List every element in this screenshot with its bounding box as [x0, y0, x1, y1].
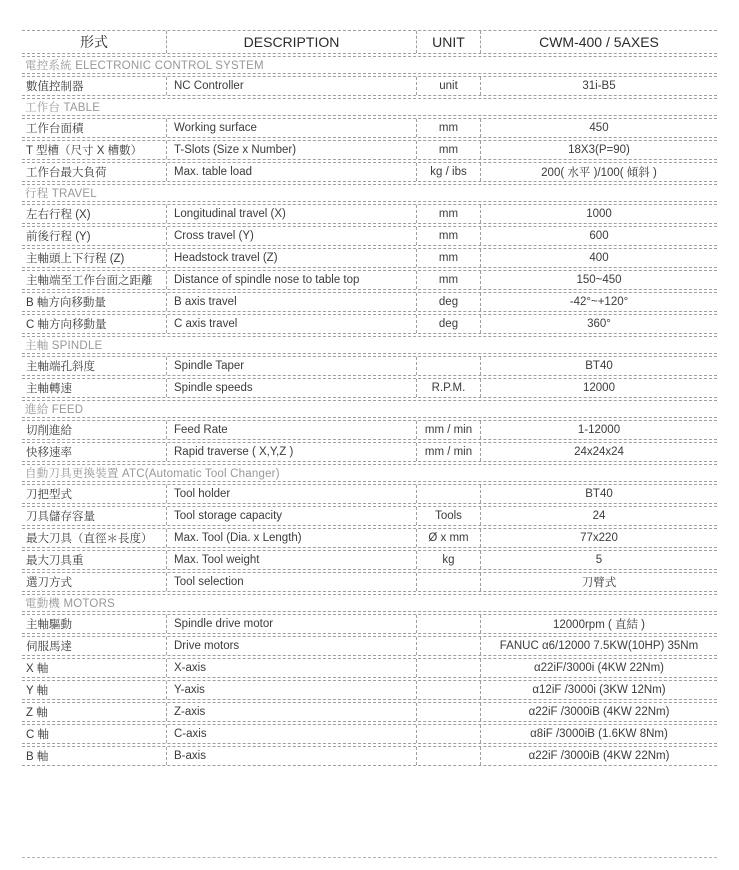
row-description-cell: Y-axis: [166, 681, 416, 699]
row-description-cell: Cross travel (Y): [166, 227, 416, 245]
row-unit-cell: [416, 747, 480, 765]
row-unit-cell: [416, 703, 480, 721]
row-label-cell: 主軸驅動: [26, 619, 72, 631]
table-row: [22, 506, 717, 526]
table-header-row: [22, 30, 717, 54]
row-value-cell: FANUC α6/12000 7.5KW(10HP) 35Nm: [480, 637, 717, 655]
row-unit-cell: mm: [416, 227, 480, 245]
row-description-cell: Tool holder: [166, 485, 416, 503]
row-description-cell: Spindle Taper: [166, 357, 416, 375]
row-value-cell: 31i-B5: [480, 77, 717, 95]
row-value-cell: 1000: [480, 205, 717, 223]
row-label-cell: 主軸端至工作台面之距離: [26, 275, 153, 287]
table-row: [22, 680, 717, 700]
section-header-row: 進給 FEED: [22, 400, 717, 418]
row-description-cell: B axis travel: [166, 293, 416, 311]
table-row: [22, 292, 717, 312]
table-row: [22, 702, 717, 722]
row-label-cell: 主軸頭上下行程 (Z): [26, 253, 125, 265]
section-header-row: 電控系統 ELECTRONIC CONTROL SYSTEM: [22, 56, 717, 74]
table-row: [22, 746, 717, 766]
row-unit-cell: mm: [416, 271, 480, 289]
table-row: [22, 614, 717, 634]
row-unit-cell: mm / min: [416, 421, 480, 439]
header-unit-column: UNIT: [416, 31, 480, 53]
row-label-cell: Z 軸: [26, 707, 48, 719]
row-label-cell: 工作台面積: [26, 123, 84, 135]
row-unit-cell: [416, 725, 480, 743]
section-header-row: 電動機 MOTORS: [22, 594, 717, 612]
row-unit-cell: [416, 615, 480, 633]
row-value-cell: 18X3(P=90): [480, 141, 717, 159]
row-unit-cell: mm / min: [416, 443, 480, 461]
table-row: [22, 572, 717, 592]
row-description-cell: Spindle speeds: [166, 379, 416, 397]
row-value-cell: 400: [480, 249, 717, 267]
row-description-cell: Max. table load: [166, 163, 416, 181]
row-unit-cell: R.P.M.: [416, 379, 480, 397]
row-label-cell: 刀具儲存容量: [26, 511, 95, 523]
row-label-cell: 快移速率: [26, 447, 72, 459]
row-unit-cell: [416, 485, 480, 503]
table-row: [22, 420, 717, 440]
row-description-cell: NC Controller: [166, 77, 416, 95]
row-label-cell: 左右行程 (X): [26, 209, 91, 221]
table-row: [22, 118, 717, 138]
row-value-cell: α22iF /3000iB (4KW 22Nm): [480, 703, 717, 721]
table-row: [22, 356, 717, 376]
row-value-cell: α8iF /3000iB (1.6KW 8Nm): [480, 725, 717, 743]
row-description-cell: T-Slots (Size x Number): [166, 141, 416, 159]
row-value-cell: 450: [480, 119, 717, 137]
row-label-cell: T 型槽（尺寸 X 槽數）: [26, 145, 143, 157]
row-description-cell: Drive motors: [166, 637, 416, 655]
section-header-row: 行程 TRAVEL: [22, 184, 717, 202]
row-unit-cell: Tools: [416, 507, 480, 525]
row-label-cell: 切削進給: [26, 425, 72, 437]
row-unit-cell: [416, 573, 480, 591]
row-label-cell: X 軸: [26, 663, 49, 675]
table-row: [22, 76, 717, 96]
row-label-cell: C 軸方向移動量: [26, 319, 107, 331]
row-unit-cell: mm: [416, 249, 480, 267]
row-unit-cell: mm: [416, 119, 480, 137]
row-unit-cell: unit: [416, 77, 480, 95]
row-label-cell: B 軸: [26, 751, 49, 763]
row-description-cell: Feed Rate: [166, 421, 416, 439]
header-description-column: DESCRIPTION: [166, 31, 416, 53]
row-label-cell: 主軸轉速: [26, 383, 72, 395]
row-unit-cell: mm: [416, 205, 480, 223]
row-unit-cell: kg / ibs: [416, 163, 480, 181]
row-value-cell: 200( 水平 )/100( 傾斜 ): [480, 163, 717, 181]
row-value-cell: 12000rpm ( 直結 ): [480, 615, 717, 633]
table-row: [22, 484, 717, 504]
row-description-cell: Max. Tool (Dia. x Length): [166, 529, 416, 547]
table-row: [22, 204, 717, 224]
row-value-cell: 600: [480, 227, 717, 245]
table-row: [22, 658, 717, 678]
table-body: [22, 56, 717, 768]
row-label-cell: 前後行程 (Y): [26, 231, 91, 243]
row-value-cell: 5: [480, 551, 717, 569]
table-row: [22, 636, 717, 656]
row-description-cell: Headstock travel (Z): [166, 249, 416, 267]
row-value-cell: -42°~+120°: [480, 293, 717, 311]
spec-table: [22, 30, 717, 768]
row-description-cell: Working surface: [166, 119, 416, 137]
row-description-cell: Tool storage capacity: [166, 507, 416, 525]
row-unit-cell: kg: [416, 551, 480, 569]
row-description-cell: X-axis: [166, 659, 416, 677]
row-label-cell: 工作台最大負荷: [26, 167, 107, 179]
table-row: [22, 528, 717, 548]
table-row: [22, 550, 717, 570]
row-description-cell: Max. Tool weight: [166, 551, 416, 569]
row-unit-cell: [416, 681, 480, 699]
row-description-cell: Tool selection: [166, 573, 416, 591]
row-value-cell: 360°: [480, 315, 717, 333]
row-description-cell: C axis travel: [166, 315, 416, 333]
table-row: [22, 378, 717, 398]
table-row: [22, 724, 717, 744]
row-description-cell: B-axis: [166, 747, 416, 765]
table-row: [22, 270, 717, 290]
row-value-cell: BT40: [480, 357, 717, 375]
row-label-cell: 刀把型式: [26, 489, 72, 501]
row-unit-cell: mm: [416, 141, 480, 159]
row-value-cell: BT40: [480, 485, 717, 503]
row-label-cell: B 軸方向移動量: [26, 297, 106, 309]
row-unit-cell: [416, 659, 480, 677]
row-unit-cell: Ø x mm: [416, 529, 480, 547]
row-unit-cell: [416, 637, 480, 655]
row-label-cell: Y 軸: [26, 685, 49, 697]
table-row: [22, 442, 717, 462]
row-value-cell: 1-12000: [480, 421, 717, 439]
table-row: [22, 314, 717, 334]
row-value-cell: 150~450: [480, 271, 717, 289]
row-value-cell: 刀臂式: [480, 573, 717, 591]
row-value-cell: 12000: [480, 379, 717, 397]
row-description-cell: Rapid traverse ( X,Y,Z ): [166, 443, 416, 461]
row-label-cell: C 軸: [26, 729, 49, 741]
header-model-column: CWM-400 / 5AXES: [480, 31, 717, 53]
row-label-cell: 主軸端孔斜度: [26, 361, 95, 373]
row-label-cell: 選刀方式: [26, 577, 72, 589]
header-type-column: 形式: [80, 34, 108, 50]
row-description-cell: Distance of spindle nose to table top: [166, 271, 416, 289]
row-unit-cell: deg: [416, 293, 480, 311]
row-description-cell: C-axis: [166, 725, 416, 743]
row-label-cell: 伺服馬達: [26, 641, 72, 653]
table-row: [22, 140, 717, 160]
row-description-cell: Longitudinal travel (X): [166, 205, 416, 223]
row-label-cell: 最大刀具（直徑＊長度）: [26, 533, 153, 545]
table-row: [22, 226, 717, 246]
row-unit-cell: [416, 357, 480, 375]
row-value-cell: 24: [480, 507, 717, 525]
row-label-cell: 數值控制器: [26, 81, 84, 93]
page-bottom-divider: [22, 857, 717, 858]
section-header-row: 自動刀具更換裝置 ATC(Automatic Tool Changer): [22, 464, 717, 482]
row-value-cell: 77x220: [480, 529, 717, 547]
section-header-row: 主軸 SPINDLE: [22, 336, 717, 354]
table-row: [22, 248, 717, 268]
row-value-cell: α12iF /3000i (3KW 12Nm): [480, 681, 717, 699]
row-description-cell: Z-axis: [166, 703, 416, 721]
row-value-cell: α22iF /3000iB (4KW 22Nm): [480, 747, 717, 765]
row-value-cell: 24x24x24: [480, 443, 717, 461]
row-description-cell: Spindle drive motor: [166, 615, 416, 633]
section-header-row: 工作台 TABLE: [22, 98, 717, 116]
row-value-cell: α22iF/3000i (4KW 22Nm): [480, 659, 717, 677]
row-unit-cell: deg: [416, 315, 480, 333]
table-row: [22, 162, 717, 182]
row-label-cell: 最大刀具重: [26, 555, 84, 567]
